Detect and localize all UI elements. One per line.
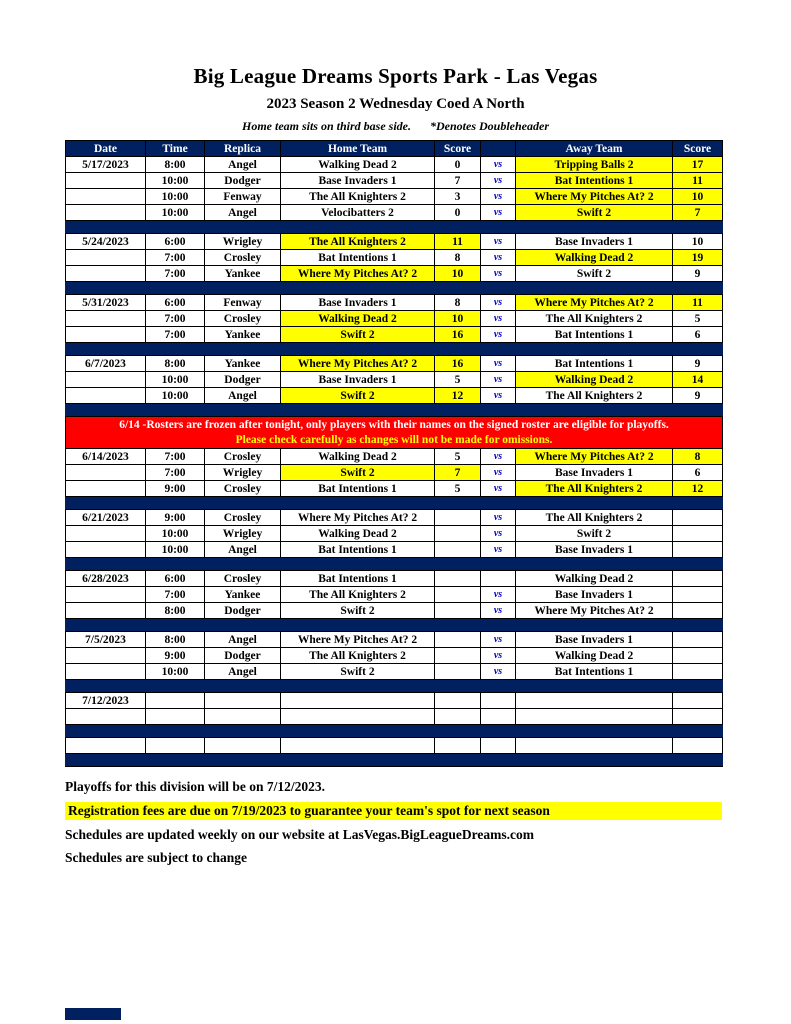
- col-header-home-team: Home Team: [281, 141, 435, 157]
- home-team-cell: Swift 2: [281, 327, 435, 343]
- away-team-cell: Walking Dead 2: [516, 571, 673, 587]
- date-cell: [66, 587, 146, 603]
- week-separator-band: [66, 619, 723, 632]
- game-row: [66, 157, 723, 173]
- home-score-cell: 8: [435, 295, 481, 311]
- col-header-vs: [481, 141, 516, 157]
- home-score-cell: 5: [435, 449, 481, 465]
- home-score-cell: [435, 587, 481, 603]
- week-separator-row: [66, 680, 723, 693]
- week-separator-band: [66, 558, 723, 571]
- week-separator-row: [66, 754, 723, 767]
- date-cell: [66, 266, 146, 282]
- game-row: [66, 372, 723, 388]
- week-separator-row: [66, 725, 723, 738]
- table-header-row: [66, 141, 723, 157]
- week-separator-row: [66, 221, 723, 234]
- game-row: [66, 266, 723, 282]
- away-team-cell: Where My Pitches At? 2: [516, 295, 673, 311]
- home-score-cell: 7: [435, 173, 481, 189]
- away-score-cell: 9: [673, 356, 723, 372]
- vs-label: vs: [481, 664, 516, 680]
- game-row: [66, 205, 723, 221]
- time-cell: 8:00: [146, 603, 205, 619]
- home-team-cell: The All Knighters 2: [281, 587, 435, 603]
- away-team-cell: Bat Intentions 1: [516, 356, 673, 372]
- date-cell: [66, 664, 146, 680]
- vs-label: vs: [481, 266, 516, 282]
- replica-cell: Crosley: [205, 510, 281, 526]
- home-team-side-note: Home team sits on third base side.: [241, 119, 411, 133]
- time-cell: 10:00: [146, 388, 205, 404]
- game-row: [66, 295, 723, 311]
- away-score-cell: 19: [673, 250, 723, 266]
- subject-to-change-note: Schedules are subject to change: [65, 850, 247, 865]
- away-team-cell: The All Knighters 2: [516, 311, 673, 327]
- home-score-cell: 0: [435, 157, 481, 173]
- away-score-cell: 11: [673, 173, 723, 189]
- replica-cell: [205, 693, 281, 709]
- home-team-cell: Velocibatters 2: [281, 205, 435, 221]
- vs-label: vs: [481, 587, 516, 603]
- schedule-table: [65, 140, 723, 767]
- time-cell: 7:00: [146, 250, 205, 266]
- game-row: [66, 173, 723, 189]
- away-score-cell: 11: [673, 295, 723, 311]
- home-team-cell: Base Invaders 1: [281, 295, 435, 311]
- date-cell: 6/14/2023: [66, 449, 146, 465]
- date-cell: 7/5/2023: [66, 632, 146, 648]
- replica-cell: Crosley: [205, 250, 281, 266]
- week-separator-band: [66, 404, 723, 417]
- away-score-cell: [673, 709, 723, 725]
- date-cell: 6/7/2023: [66, 356, 146, 372]
- date-cell: [66, 173, 146, 189]
- week-separator-row: [66, 619, 723, 632]
- time-cell: 10:00: [146, 205, 205, 221]
- away-score-cell: 8: [673, 449, 723, 465]
- vs-label: vs: [481, 372, 516, 388]
- away-team-cell: Bat Intentions 1: [516, 664, 673, 680]
- vs-label: vs: [481, 157, 516, 173]
- away-score-cell: [673, 648, 723, 664]
- home-score-cell: [435, 526, 481, 542]
- away-score-cell: 7: [673, 205, 723, 221]
- time-cell: 10:00: [146, 526, 205, 542]
- vs-label: [481, 571, 516, 587]
- home-team-cell: The All Knighters 2: [281, 189, 435, 205]
- away-team-cell: Walking Dead 2: [516, 648, 673, 664]
- game-row: [66, 388, 723, 404]
- playoffs-note: Playoffs for this division will be on 7/12/2023.: [65, 779, 326, 794]
- away-team-cell: Where My Pitches At? 2: [516, 449, 673, 465]
- col-header-time: Time: [146, 141, 205, 157]
- vs-label: vs: [481, 648, 516, 664]
- website-note: Schedules are updated weekly on our website at LasVegas.BigLeagueDreams.com: [65, 827, 535, 842]
- vs-label: vs: [481, 603, 516, 619]
- week-separator-band: [66, 680, 723, 693]
- time-cell: 8:00: [146, 632, 205, 648]
- home-score-cell: 10: [435, 266, 481, 282]
- home-score-cell: 16: [435, 327, 481, 343]
- home-team-cell: Bat Intentions 1: [281, 542, 435, 558]
- away-team-cell: Swift 2: [516, 205, 673, 221]
- home-team-cell: Walking Dead 2: [281, 449, 435, 465]
- away-score-cell: [673, 632, 723, 648]
- away-team-cell: Bat Intentions 1: [516, 327, 673, 343]
- away-team-cell: Swift 2: [516, 266, 673, 282]
- game-row: [66, 542, 723, 558]
- game-row: [66, 449, 723, 465]
- home-score-cell: 12: [435, 388, 481, 404]
- home-team-cell: Where My Pitches At? 2: [281, 266, 435, 282]
- date-cell: [66, 542, 146, 558]
- date-cell: [66, 205, 146, 221]
- vs-label: vs: [481, 526, 516, 542]
- home-team-cell: [281, 738, 435, 754]
- season-subtitle: 2023 Season 2 Wednesday Coed A North: [266, 96, 525, 112]
- vs-label: vs: [481, 356, 516, 372]
- home-team-cell: Walking Dead 2: [281, 311, 435, 327]
- away-team-cell: Where My Pitches At? 2: [516, 603, 673, 619]
- home-team-cell: Bat Intentions 1: [281, 250, 435, 266]
- away-team-cell: The All Knighters 2: [516, 481, 673, 497]
- away-team-cell: [516, 693, 673, 709]
- game-row: [66, 481, 723, 497]
- away-score-cell: [673, 587, 723, 603]
- away-score-cell: 6: [673, 465, 723, 481]
- date-cell: [66, 388, 146, 404]
- replica-cell: Angel: [205, 157, 281, 173]
- home-team-cell: Swift 2: [281, 465, 435, 481]
- week-separator-row: [66, 282, 723, 295]
- away-team-cell: Where My Pitches At? 2: [516, 189, 673, 205]
- home-team-cell: Base Invaders 1: [281, 173, 435, 189]
- time-cell: [146, 738, 205, 754]
- date-cell: [66, 189, 146, 205]
- vs-label: vs: [481, 449, 516, 465]
- vs-label: vs: [481, 295, 516, 311]
- game-row: [66, 693, 723, 709]
- away-team-cell: [516, 738, 673, 754]
- replica-cell: Fenway: [205, 189, 281, 205]
- away-score-cell: [673, 542, 723, 558]
- replica-cell: Crosley: [205, 449, 281, 465]
- replica-cell: [205, 738, 281, 754]
- home-team-cell: Bat Intentions 1: [281, 571, 435, 587]
- notice-line-1: 6/14 -Rosters are frozen after tonight, only players with their names on the signed roster are eligible for playoffs.: [119, 418, 669, 431]
- game-row: [66, 311, 723, 327]
- time-cell: 6:00: [146, 571, 205, 587]
- week-separator-band: [66, 343, 723, 356]
- game-row: [66, 465, 723, 481]
- vs-label: vs: [481, 189, 516, 205]
- away-score-cell: 5: [673, 311, 723, 327]
- home-team-cell: Swift 2: [281, 664, 435, 680]
- home-team-cell: Where My Pitches At? 2: [281, 356, 435, 372]
- away-team-cell: The All Knighters 2: [516, 388, 673, 404]
- vs-label: vs: [481, 465, 516, 481]
- game-row: [66, 356, 723, 372]
- away-team-cell: Bat Intentions 1: [516, 173, 673, 189]
- week-separator-row: [66, 343, 723, 356]
- replica-cell: [205, 709, 281, 725]
- replica-cell: Angel: [205, 542, 281, 558]
- away-team-cell: Base Invaders 1: [516, 632, 673, 648]
- time-cell: 10:00: [146, 664, 205, 680]
- home-score-cell: 11: [435, 234, 481, 250]
- date-cell: [66, 648, 146, 664]
- home-team-cell: Walking Dead 2: [281, 526, 435, 542]
- date-cell: [66, 250, 146, 266]
- vs-label: vs: [481, 173, 516, 189]
- game-row: [66, 664, 723, 680]
- bottom-left-navy-bar: [65, 1008, 121, 1020]
- home-team-cell: Base Invaders 1: [281, 372, 435, 388]
- away-team-cell: Tripping Balls 2: [516, 157, 673, 173]
- away-score-cell: [673, 510, 723, 526]
- replica-cell: Wrigley: [205, 234, 281, 250]
- time-cell: 8:00: [146, 356, 205, 372]
- replica-cell: Yankee: [205, 587, 281, 603]
- replica-cell: Yankee: [205, 356, 281, 372]
- away-score-cell: [673, 664, 723, 680]
- time-cell: 10:00: [146, 173, 205, 189]
- week-separator-band: [66, 497, 723, 510]
- vs-label: vs: [481, 250, 516, 266]
- vs-label: vs: [481, 510, 516, 526]
- home-score-cell: [435, 693, 481, 709]
- date-cell: [66, 709, 146, 725]
- away-score-cell: 10: [673, 189, 723, 205]
- away-score-cell: 9: [673, 388, 723, 404]
- replica-cell: Angel: [205, 205, 281, 221]
- vs-label: vs: [481, 632, 516, 648]
- away-score-cell: [673, 603, 723, 619]
- vs-label: vs: [481, 542, 516, 558]
- replica-cell: Dodger: [205, 603, 281, 619]
- away-score-cell: 9: [673, 266, 723, 282]
- home-team-cell: The All Knighters 2: [281, 648, 435, 664]
- date-cell: [66, 481, 146, 497]
- vs-label: vs: [481, 327, 516, 343]
- replica-cell: Dodger: [205, 372, 281, 388]
- replica-cell: Dodger: [205, 173, 281, 189]
- week-separator-band: [66, 282, 723, 295]
- home-score-cell: [435, 664, 481, 680]
- home-score-cell: 5: [435, 372, 481, 388]
- home-team-cell: [281, 709, 435, 725]
- date-cell: [66, 311, 146, 327]
- away-score-cell: [673, 526, 723, 542]
- date-cell: 6/21/2023: [66, 510, 146, 526]
- home-score-cell: [435, 571, 481, 587]
- time-cell: 9:00: [146, 648, 205, 664]
- vs-label: vs: [481, 234, 516, 250]
- game-row: [66, 709, 723, 725]
- date-cell: [66, 603, 146, 619]
- vs-label: vs: [481, 311, 516, 327]
- date-cell: 7/12/2023: [66, 693, 146, 709]
- away-team-cell: The All Knighters 2: [516, 510, 673, 526]
- time-cell: 10:00: [146, 372, 205, 388]
- game-row: [66, 526, 723, 542]
- replica-cell: Dodger: [205, 648, 281, 664]
- game-row: [66, 738, 723, 754]
- footer-notes: [65, 779, 722, 866]
- week-separator-band: [66, 754, 723, 767]
- col-header-home-score: Score: [435, 141, 481, 157]
- vs-label: [481, 709, 516, 725]
- time-cell: 6:00: [146, 234, 205, 250]
- game-row: [66, 250, 723, 266]
- time-cell: 9:00: [146, 481, 205, 497]
- time-cell: 7:00: [146, 465, 205, 481]
- replica-cell: Crosley: [205, 481, 281, 497]
- home-team-cell: Where My Pitches At? 2: [281, 632, 435, 648]
- time-cell: [146, 693, 205, 709]
- time-cell: 6:00: [146, 295, 205, 311]
- date-cell: [66, 465, 146, 481]
- away-score-cell: 6: [673, 327, 723, 343]
- time-cell: 10:00: [146, 189, 205, 205]
- game-row: [66, 189, 723, 205]
- time-cell: 7:00: [146, 311, 205, 327]
- home-score-cell: [435, 709, 481, 725]
- time-cell: 10:00: [146, 542, 205, 558]
- date-cell: 5/24/2023: [66, 234, 146, 250]
- game-row: [66, 648, 723, 664]
- game-row: [66, 571, 723, 587]
- game-row: [66, 587, 723, 603]
- registration-note: Registration fees are due on 7/19/2023 to guarantee your team's spot for next season: [65, 802, 722, 820]
- replica-cell: Crosley: [205, 571, 281, 587]
- col-header-replica: Replica: [205, 141, 281, 157]
- replica-cell: Crosley: [205, 311, 281, 327]
- time-cell: 7:00: [146, 327, 205, 343]
- time-cell: 7:00: [146, 449, 205, 465]
- home-score-cell: [435, 632, 481, 648]
- away-team-cell: [516, 709, 673, 725]
- away-team-cell: Base Invaders 1: [516, 234, 673, 250]
- date-cell: 5/31/2023: [66, 295, 146, 311]
- away-score-cell: [673, 693, 723, 709]
- home-team-cell: [281, 693, 435, 709]
- away-team-cell: Base Invaders 1: [516, 542, 673, 558]
- date-cell: [66, 372, 146, 388]
- replica-cell: Fenway: [205, 295, 281, 311]
- home-score-cell: 7: [435, 465, 481, 481]
- doubleheader-note: *Denotes Doubleheader: [430, 119, 549, 133]
- date-cell: [66, 526, 146, 542]
- away-score-cell: [673, 571, 723, 587]
- week-separator-band: [66, 221, 723, 234]
- time-cell: 7:00: [146, 266, 205, 282]
- page-title: Big League Dreams Sports Park - Las Vegas: [193, 64, 598, 88]
- away-team-cell: Walking Dead 2: [516, 372, 673, 388]
- date-cell: 5/17/2023: [66, 157, 146, 173]
- home-score-cell: [435, 738, 481, 754]
- home-team-cell: Swift 2: [281, 388, 435, 404]
- away-score-cell: 14: [673, 372, 723, 388]
- vs-label: vs: [481, 205, 516, 221]
- away-score-cell: 17: [673, 157, 723, 173]
- vs-label: [481, 693, 516, 709]
- away-team-cell: Base Invaders 1: [516, 587, 673, 603]
- home-score-cell: [435, 542, 481, 558]
- week-separator-row: [66, 404, 723, 417]
- home-score-cell: 5: [435, 481, 481, 497]
- week-separator-band: [66, 725, 723, 738]
- home-team-cell: Swift 2: [281, 603, 435, 619]
- away-score-cell: 10: [673, 234, 723, 250]
- time-cell: 8:00: [146, 157, 205, 173]
- replica-cell: Angel: [205, 388, 281, 404]
- time-cell: [146, 709, 205, 725]
- replica-cell: Angel: [205, 632, 281, 648]
- date-cell: [66, 327, 146, 343]
- home-team-cell: Bat Intentions 1: [281, 481, 435, 497]
- vs-label: vs: [481, 481, 516, 497]
- away-score-cell: [673, 738, 723, 754]
- game-row: [66, 603, 723, 619]
- away-team-cell: Walking Dead 2: [516, 250, 673, 266]
- col-header-away-score: Score: [673, 141, 723, 157]
- game-row: [66, 510, 723, 526]
- time-cell: 7:00: [146, 587, 205, 603]
- week-separator-row: [66, 558, 723, 571]
- home-team-cell: Where My Pitches At? 2: [281, 510, 435, 526]
- game-row: [66, 234, 723, 250]
- game-row: [66, 632, 723, 648]
- game-row: [66, 327, 723, 343]
- home-team-cell: The All Knighters 2: [281, 234, 435, 250]
- home-score-cell: [435, 510, 481, 526]
- home-score-cell: 8: [435, 250, 481, 266]
- home-score-cell: 10: [435, 311, 481, 327]
- col-header-date: Date: [66, 141, 146, 157]
- notes-line: [0, 119, 791, 134]
- home-score-cell: [435, 603, 481, 619]
- home-score-cell: 0: [435, 205, 481, 221]
- vs-label: [481, 738, 516, 754]
- roster-freeze-notice-row: [66, 417, 723, 449]
- home-team-cell: Walking Dead 2: [281, 157, 435, 173]
- date-cell: 6/28/2023: [66, 571, 146, 587]
- away-team-cell: Base Invaders 1: [516, 465, 673, 481]
- replica-cell: Yankee: [205, 266, 281, 282]
- vs-label: vs: [481, 388, 516, 404]
- away-score-cell: 12: [673, 481, 723, 497]
- home-score-cell: 3: [435, 189, 481, 205]
- week-separator-row: [66, 497, 723, 510]
- roster-freeze-notice: [66, 417, 723, 449]
- col-header-away-team: Away Team: [516, 141, 673, 157]
- replica-cell: Angel: [205, 664, 281, 680]
- away-team-cell: Swift 2: [516, 526, 673, 542]
- home-score-cell: 16: [435, 356, 481, 372]
- time-cell: 9:00: [146, 510, 205, 526]
- notice-line-2: Please check carefully as changes will not be made for omissions.: [235, 433, 553, 446]
- replica-cell: Wrigley: [205, 526, 281, 542]
- date-cell: [66, 738, 146, 754]
- replica-cell: Yankee: [205, 327, 281, 343]
- home-score-cell: [435, 648, 481, 664]
- replica-cell: Wrigley: [205, 465, 281, 481]
